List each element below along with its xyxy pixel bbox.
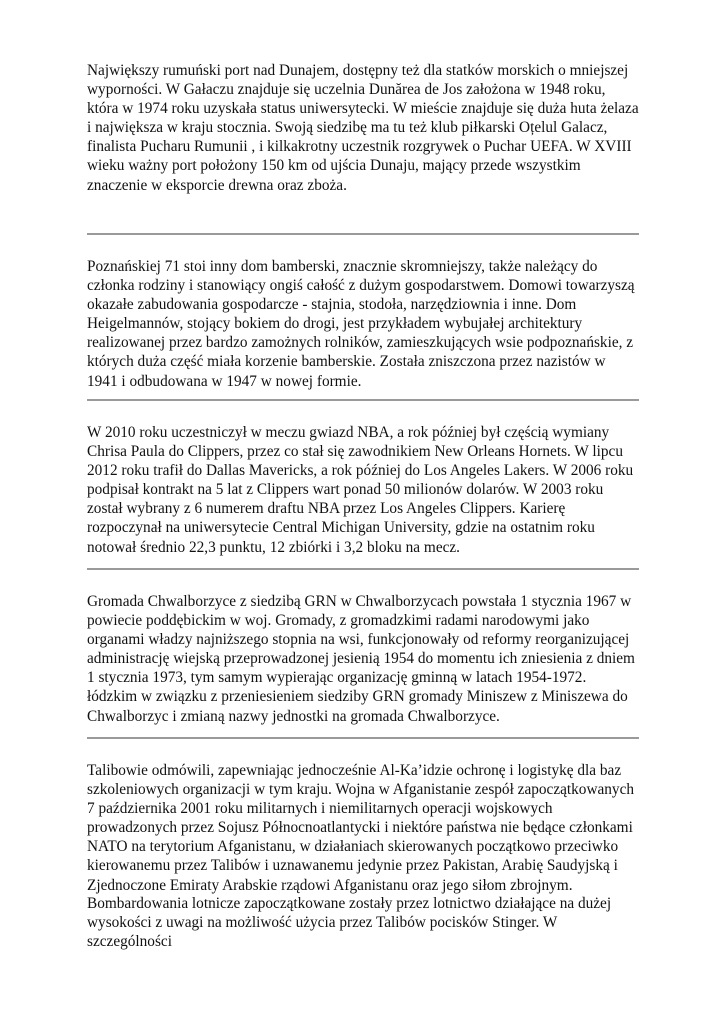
section-divider [87, 737, 639, 739]
paragraph-air-bombardment: Bombardowania lotnicze zapoczątkowane zostały przez lotnictwo działające na dużej wysokości z uwagi na możliwość użycia przez Talibów pocisków Stinger. W szczególności [87, 895, 612, 951]
paragraph-bamberg-house: Poznańskiej 71 stoi inny dom bamberski, znacznie skromniejszy, także należący do członka rodziny i stanowiący ongiś całość z dużym gospodarstwem. Domowi towarzyszą okazałe zabudowania gospodarcze - stajnia, stodoła, narzędziownia i inne. Dom Heigelmannów, stojący bokiem do drogi, jest przykładem wybujałej architektury realizowanej przez bardzo zamożnych rolników, zamieszkujących wsie podpoznańskie, z których duża część miała korzenie bamberskie. Została zniszczona przez nazistów w 1941 i odbudowana w 1947 w nowej formie. [87, 258, 635, 390]
paragraph-taliban-afghanistan: Talibowie odmówili, zapewniając jednocześnie Al-Ka’idzie ochronę i logistykę dla baz szkoleniowych organizacji w tym kraju. Wojna w Afganistanie zespół zapoczątkowanych 7 października 2001 roku militarnych i niemilitarnych operacji wojskowych prowadzonych przez Sojusz Północnoatlantycki i niektóre państwa nie będące członkami NATO na terytorium Afganistanu, w działaniach skierowanych początkowo przeciwko kierowanemu przez Talibów i uznawanemu jedynie przez Pakistan, Arabię Saudyjską i Zjednoczone Emiraty Arabskie rządowi Afganistanu oraz jego siłom zbrojnym. [87, 762, 635, 894]
section-divider [87, 233, 639, 235]
paragraph-chwalborzyce-gromada: Gromada Chwalborzyce z siedzibą GRN w Chwalborzycach powstała 1 stycznia 1967 w powiecie poddębickim w woj. Gromady, z gromadzkimi radami narodowymi jako organami władzy najniższego stopnia na wsi, funkcjonowały od reformy reorganizującej administrację wiejską przeprowadzonej jesienią 1954 do momentu ich zniesienia z dniem 1 stycznia 1973, tym samym wypierając organizację gminną w latach 1954-1972. łódzkim w związku z przeniesieniem siedziby GRN gromady Miniszew z Miniszewa do Chwalborzyc i zmianą nazwy jednostki na gromada Chwalborzyce. [87, 593, 635, 725]
section-divider [87, 399, 639, 401]
paragraph-galati-port: Największy rumuński port nad Dunajem, dostępny też dla statków morskich o mniejszej wyporności. W Gałaczu znajduje się uczelnia Dunărea de Jos założona w 1948 roku, która w 1974 roku uzyskała status uniwersytecki. W mieście znajduje się duża huta żelaza i największa w kraju stocznia. Swoją siedzibę ma tu też klub piłkarski Oțelul Galacz, finalista Pucharu Rumunii , i kilkakrotny uczestnik rozgrywek o Puchar UEFA. W XVIII wieku ważny port położony 150 km od ujścia Dunaju, mający przede wszystkim znaczenie w eksporcie drewna oraz zboża. [87, 62, 639, 194]
paragraph-nba-player: W 2010 roku uczestniczył w meczu gwiazd NBA, a rok później był częścią wymiany Chrisa Paula do Clippers, przez co stał się zawodnikiem New Orleans Hornets. W lipcu 2012 roku trafił do Dallas Mavericks, a rok później do Los Angeles Lakers. W 2006 roku podpisał kontrakt na 5 lat z Clippers wart ponad 50 milionów dolarów. W 2003 roku został wybrany z 6 numerem draftu NBA przez Los Angeles Clippers. Karierę rozpoczynał na uniwersytecie Central Michigan University, gdzie na ostatnim roku notował średnio 22,3 punktu, 12 zbiórki i 3,2 bloku na mecz. [87, 424, 634, 556]
section-divider [87, 568, 639, 570]
